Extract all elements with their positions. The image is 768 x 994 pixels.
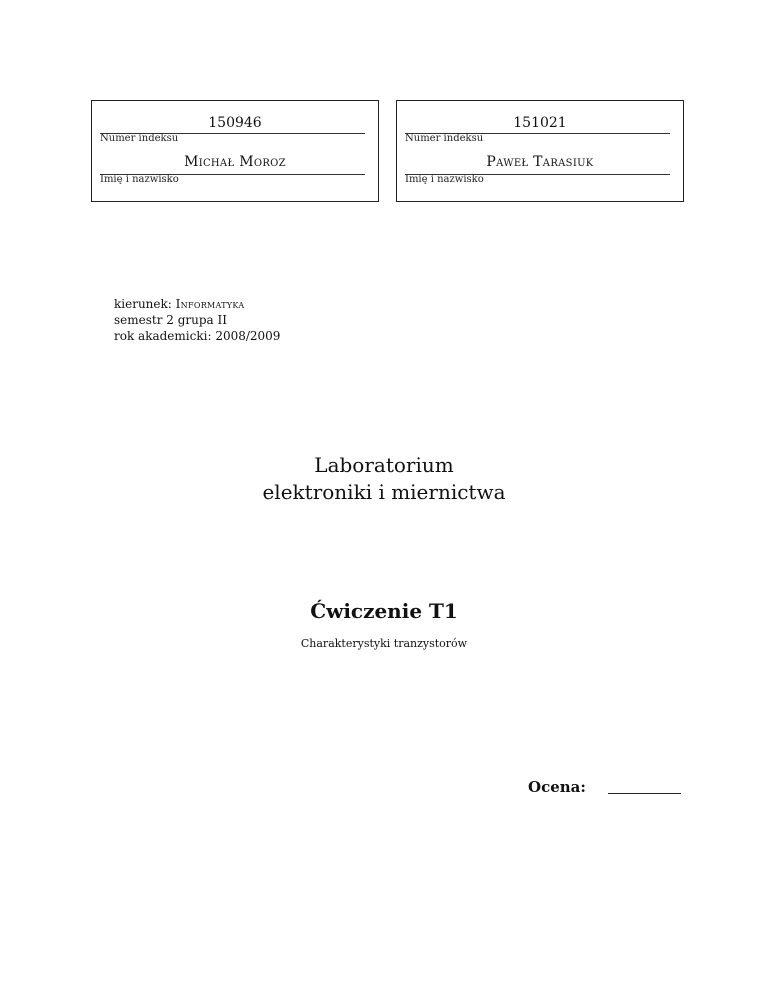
student-card-1: [91, 100, 379, 202]
student-card-2: [396, 100, 684, 202]
exercise-subtitle: Charakterystyki tranzystorów: [300, 637, 468, 650]
lab-title-block: [0, 452, 768, 506]
grade-blank-line: [608, 793, 681, 794]
field-of-study-value: Informatyka: [175, 297, 245, 311]
student-name-label: Imię i nazwisko: [100, 174, 179, 185]
field-of-study-label: kierunek:: [114, 297, 176, 311]
lab-title-line-2: elektroniki i miernictwa: [262, 480, 506, 504]
index-number-value: 151021: [513, 115, 567, 131]
student-name-value: Paweł Tarasiuk: [486, 154, 594, 170]
index-number-label: Numer indeksu: [100, 133, 179, 144]
lab-title: [0, 452, 768, 506]
index-number-label: Numer indeksu: [405, 133, 484, 144]
academic-year: rok akademicki: 2008/2009: [114, 329, 281, 343]
student-name-value: Michał Moroz: [184, 154, 286, 170]
student-name-label: Imię i nazwisko: [405, 174, 484, 185]
index-number-value: 150946: [208, 115, 262, 131]
exercise-title: Ćwiczenie T1: [310, 599, 458, 623]
semester-group: semestr 2 grupa II: [114, 313, 227, 327]
field-of-study: [114, 296, 280, 312]
study-info: [114, 296, 280, 344]
grade-label: Ocena:: [528, 778, 586, 796]
lab-title-line-1: Laboratorium: [314, 453, 454, 477]
